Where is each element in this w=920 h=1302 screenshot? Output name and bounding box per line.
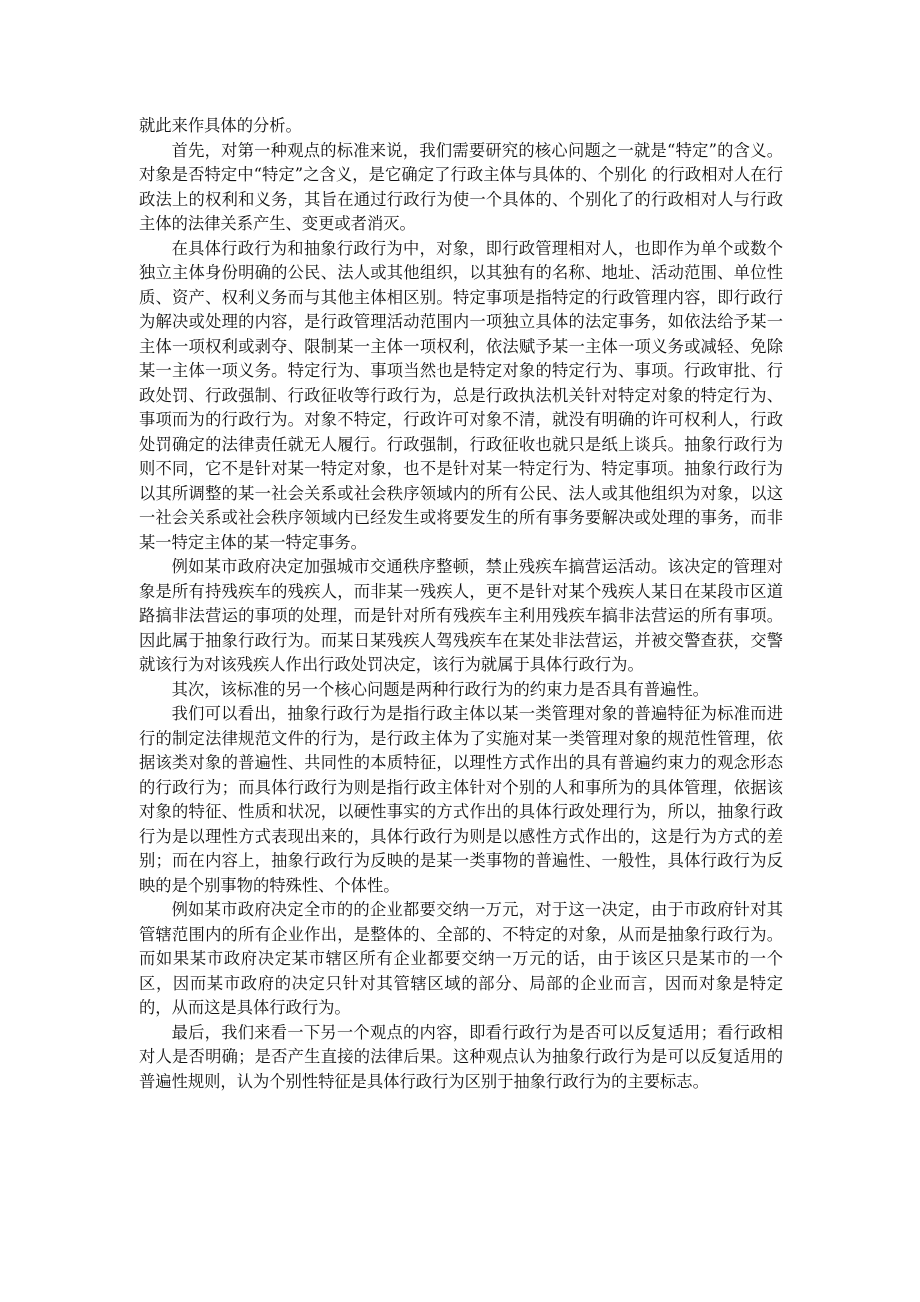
paragraph-continuation: 就此来作具体的分析。 (139, 116, 302, 135)
paragraph-abstract-vs-specific: 我们可以看出，抽象行政行为是指行政主体以某一类管理对象的普遍特征为标准而进行的制定法律规范文件的行为，是行政主体为了实施对某一类管理对象的规范性管理，依据该类对象的普遍性、共同性的本质特征，以理性方式作出的具有普遍约束力的观念形态的行政行为；而具体行政行为则是指行政主体针对个别的人和事所为的具体管理，依据该对象的特征、性质和状况，以硬性事实的方式作出的具体行政处理行为，所以，抽象行政行为是以理性方式表现出来的，具体行政行为则是以感性方式作出的，这是行为方式的差别；而在内容上，抽象行政行为反映的是某一类事物的普遍性、一般性，具体行政行为反映的是个别事物的特殊性、个体性。 (139, 704, 783, 895)
paragraph-second-core-issue: 其次，该标准的另一个核心问题是两种行政行为的约束力是否具有普遍性。 (171, 679, 709, 699)
paragraph-specific-object-definition: 在具体行政行为和抽象行政行为中，对象，即行政管理相对人，也即作为单个或数个独立主体身份明确的公民、法人或其他组织，以其独有的名称、地址、活动范围、单位性质、资产、权利义务而与其他主体相区别。特定事项是指特定的行政管理内容，即行政行为解决或处理的内容，是行政管理活动范围内一项独立具体的法定事务，如依法给予某一主体一项权利或剥夺、限制某一主体一项权利，依法赋予某一主体一项义务或减轻、免除某一主体一项义务。特定行为、事项当然也是特定对象的特定行为、事项。行政审批、行政处罚、行政强制、行政征收等行政行为，总是行政执法机关针对特定对象的特定行为、事项而为的行政行为。对象不特定，行政许可对象不清，就没有明确的许可权利人，行政处罚确定的法律责任就无人履行。行政强制，行政征收也就只是纸上谈兵。抽象行政行为则不同，它不是针对某一特定对象，也不是针对某一特定行为、特定事项。抽象行政行为以其所调整的某一社会关系或社会秩序领域内的所有公民、法人或其他组织为对象，以这一社会关系或社会秩序领域内已经发生或将要发生的所有事务要解决或处理的事务，而非某一特定主体的某一特定事务。 (139, 238, 783, 552)
paragraph-disabled-vehicle-example: 例如某市政府决定加强城市交通秩序整顿，禁止残疾车搞营运活动。该决定的管理对象是所有持残疾车的残疾人，而非某一残疾人，更不是针对某个残疾人某日在某段市区道路搞非法营运的事项的处理，而是针对所有残疾车主利用残疾车搞非法营运的所有事项。因此属于抽象行政行为。而某日某残疾人驾残疾车在某处非法营运，并被交警查获，交警就该行为对该残疾人作出行政处罚决定，该行为就属于具体行政行为。 (139, 557, 783, 674)
paragraph-final-view: 最后，我们来看一下另一个观点的内容，即看行政行为是否可以反复适用；看行政相对人是否明确；是否产生直接的法律后果。这种观点认为抽象行政行为是可以反复适用的普遍性规则，认为个别性特征是具体行政行为区别于抽象行政行为的主要标志。 (139, 1022, 783, 1091)
document-body (139, 114, 783, 1094)
paragraph-first-view-specific: 首先，对第一种观点的标准来说，我们需要研究的核心问题之一就是“特定”的含义。对象是否特定中“特定”之含义，是它确定了行政主体与具体的、个别化 的行政相对人在行政法上的权利和义务，其旨在通过行政行为使一个具体的、个别化了的行政相对人与行政主体的法律关系产生、变更或者消灭。 (139, 140, 783, 233)
paragraph-enterprise-fee-example: 例如某市政府决定全市的的企业都要交纳一万元，对于这一决定，由于市政府针对其管辖范围内的所有企业作出，是整体的、全部的、不特定的对象，从而是抽象行政行为。而如果某市政府决定某市辖区所有企业都要交纳一万元的话，由于该区只是某市的一个区，因而某市政府的决定只针对其管辖区域的部分、局部的企业而言，因而对象是特定的，从而这是具体行政行为。 (139, 900, 783, 1017)
